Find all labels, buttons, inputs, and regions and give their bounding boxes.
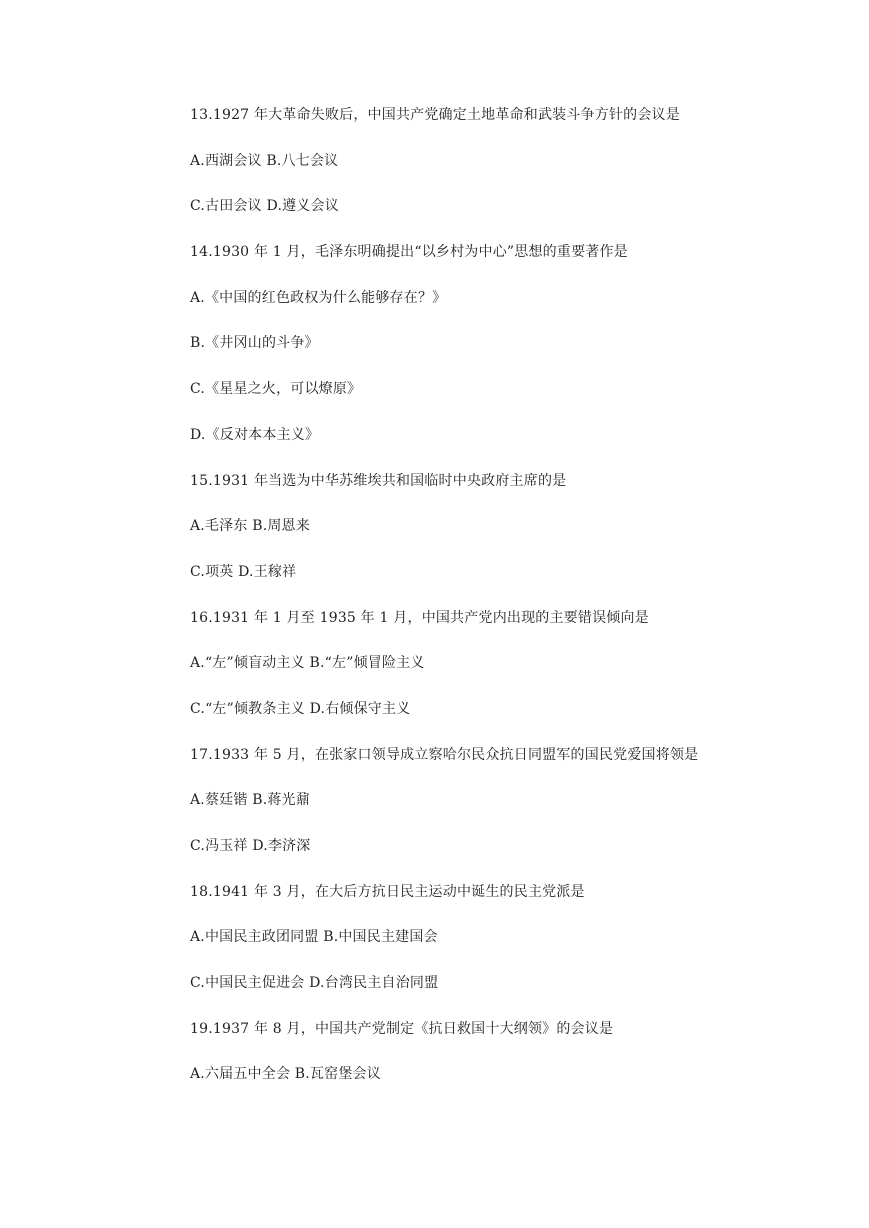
question-17-options-ab: A.蔡廷锴 B.蒋光鼐 <box>190 792 310 809</box>
question-17-stem: 17.1933 年 5 月，在张家口领导成立察哈尔民众抗日同盟军的国民党爱国将领是 <box>190 746 699 763</box>
question-16-options-cd: C.“左”倾教条主义 D.右倾保守主义 <box>190 700 411 717</box>
question-13-options-ab: A.西湖会议 B.八七会议 <box>190 152 339 169</box>
question-19-stem: 19.1937 年 8 月，中国共产党制定《抗日救国十大纲领》的会议是 <box>190 1020 614 1037</box>
question-18-options-ab: A.中国民主政团同盟 B.中国民主建国会 <box>190 929 438 946</box>
question-18-stem: 18.1941 年 3 月，在大后方抗日民主运动中诞生的民主党派是 <box>190 883 585 900</box>
question-18-options-cd: C.中国民主促进会 D.台湾民主自治同盟 <box>190 975 439 992</box>
question-13-stem: 13.1927 年大革命失败后，中国共产党确定土地革命和武装斗争方针的会议是 <box>190 107 680 123</box>
question-13-options-cd: C.古田会议 D.遵义会议 <box>190 198 339 215</box>
question-14-option-b: B.《井冈山的斗争》 <box>190 335 319 352</box>
question-14-stem: 14.1930 年 1 月，毛泽东明确提出“以乡村为中心”思想的重要著作是 <box>190 244 628 261</box>
question-14-option-a: A.《中国的红色政权为什么能够存在？》 <box>190 289 447 306</box>
question-15-options-cd: C.项英 D.王稼祥 <box>190 563 297 580</box>
question-16-options-ab: A.“左”倾盲动主义 B.“左”倾冒险主义 <box>190 655 425 672</box>
question-17-options-cd: C.冯玉祥 D.李济深 <box>190 838 311 854</box>
question-19-options-ab: A.六届五中全会 B.瓦窑堡会议 <box>190 1066 381 1083</box>
question-15-stem: 15.1931 年当选为中华苏维埃共和国临时中央政府主席的是 <box>190 472 567 489</box>
question-14-option-d: D.《反对本本主义》 <box>190 426 320 443</box>
question-15-options-ab: A.毛泽东 B.周恩来 <box>190 518 310 535</box>
question-14-option-c: C.《星星之火，可以燎原》 <box>190 381 362 398</box>
question-16-stem: 16.1931 年 1 月至 1935 年 1 月，中国共产党内出现的主要错误倾向是 <box>190 609 649 626</box>
question-list <box>190 104 830 1109</box>
